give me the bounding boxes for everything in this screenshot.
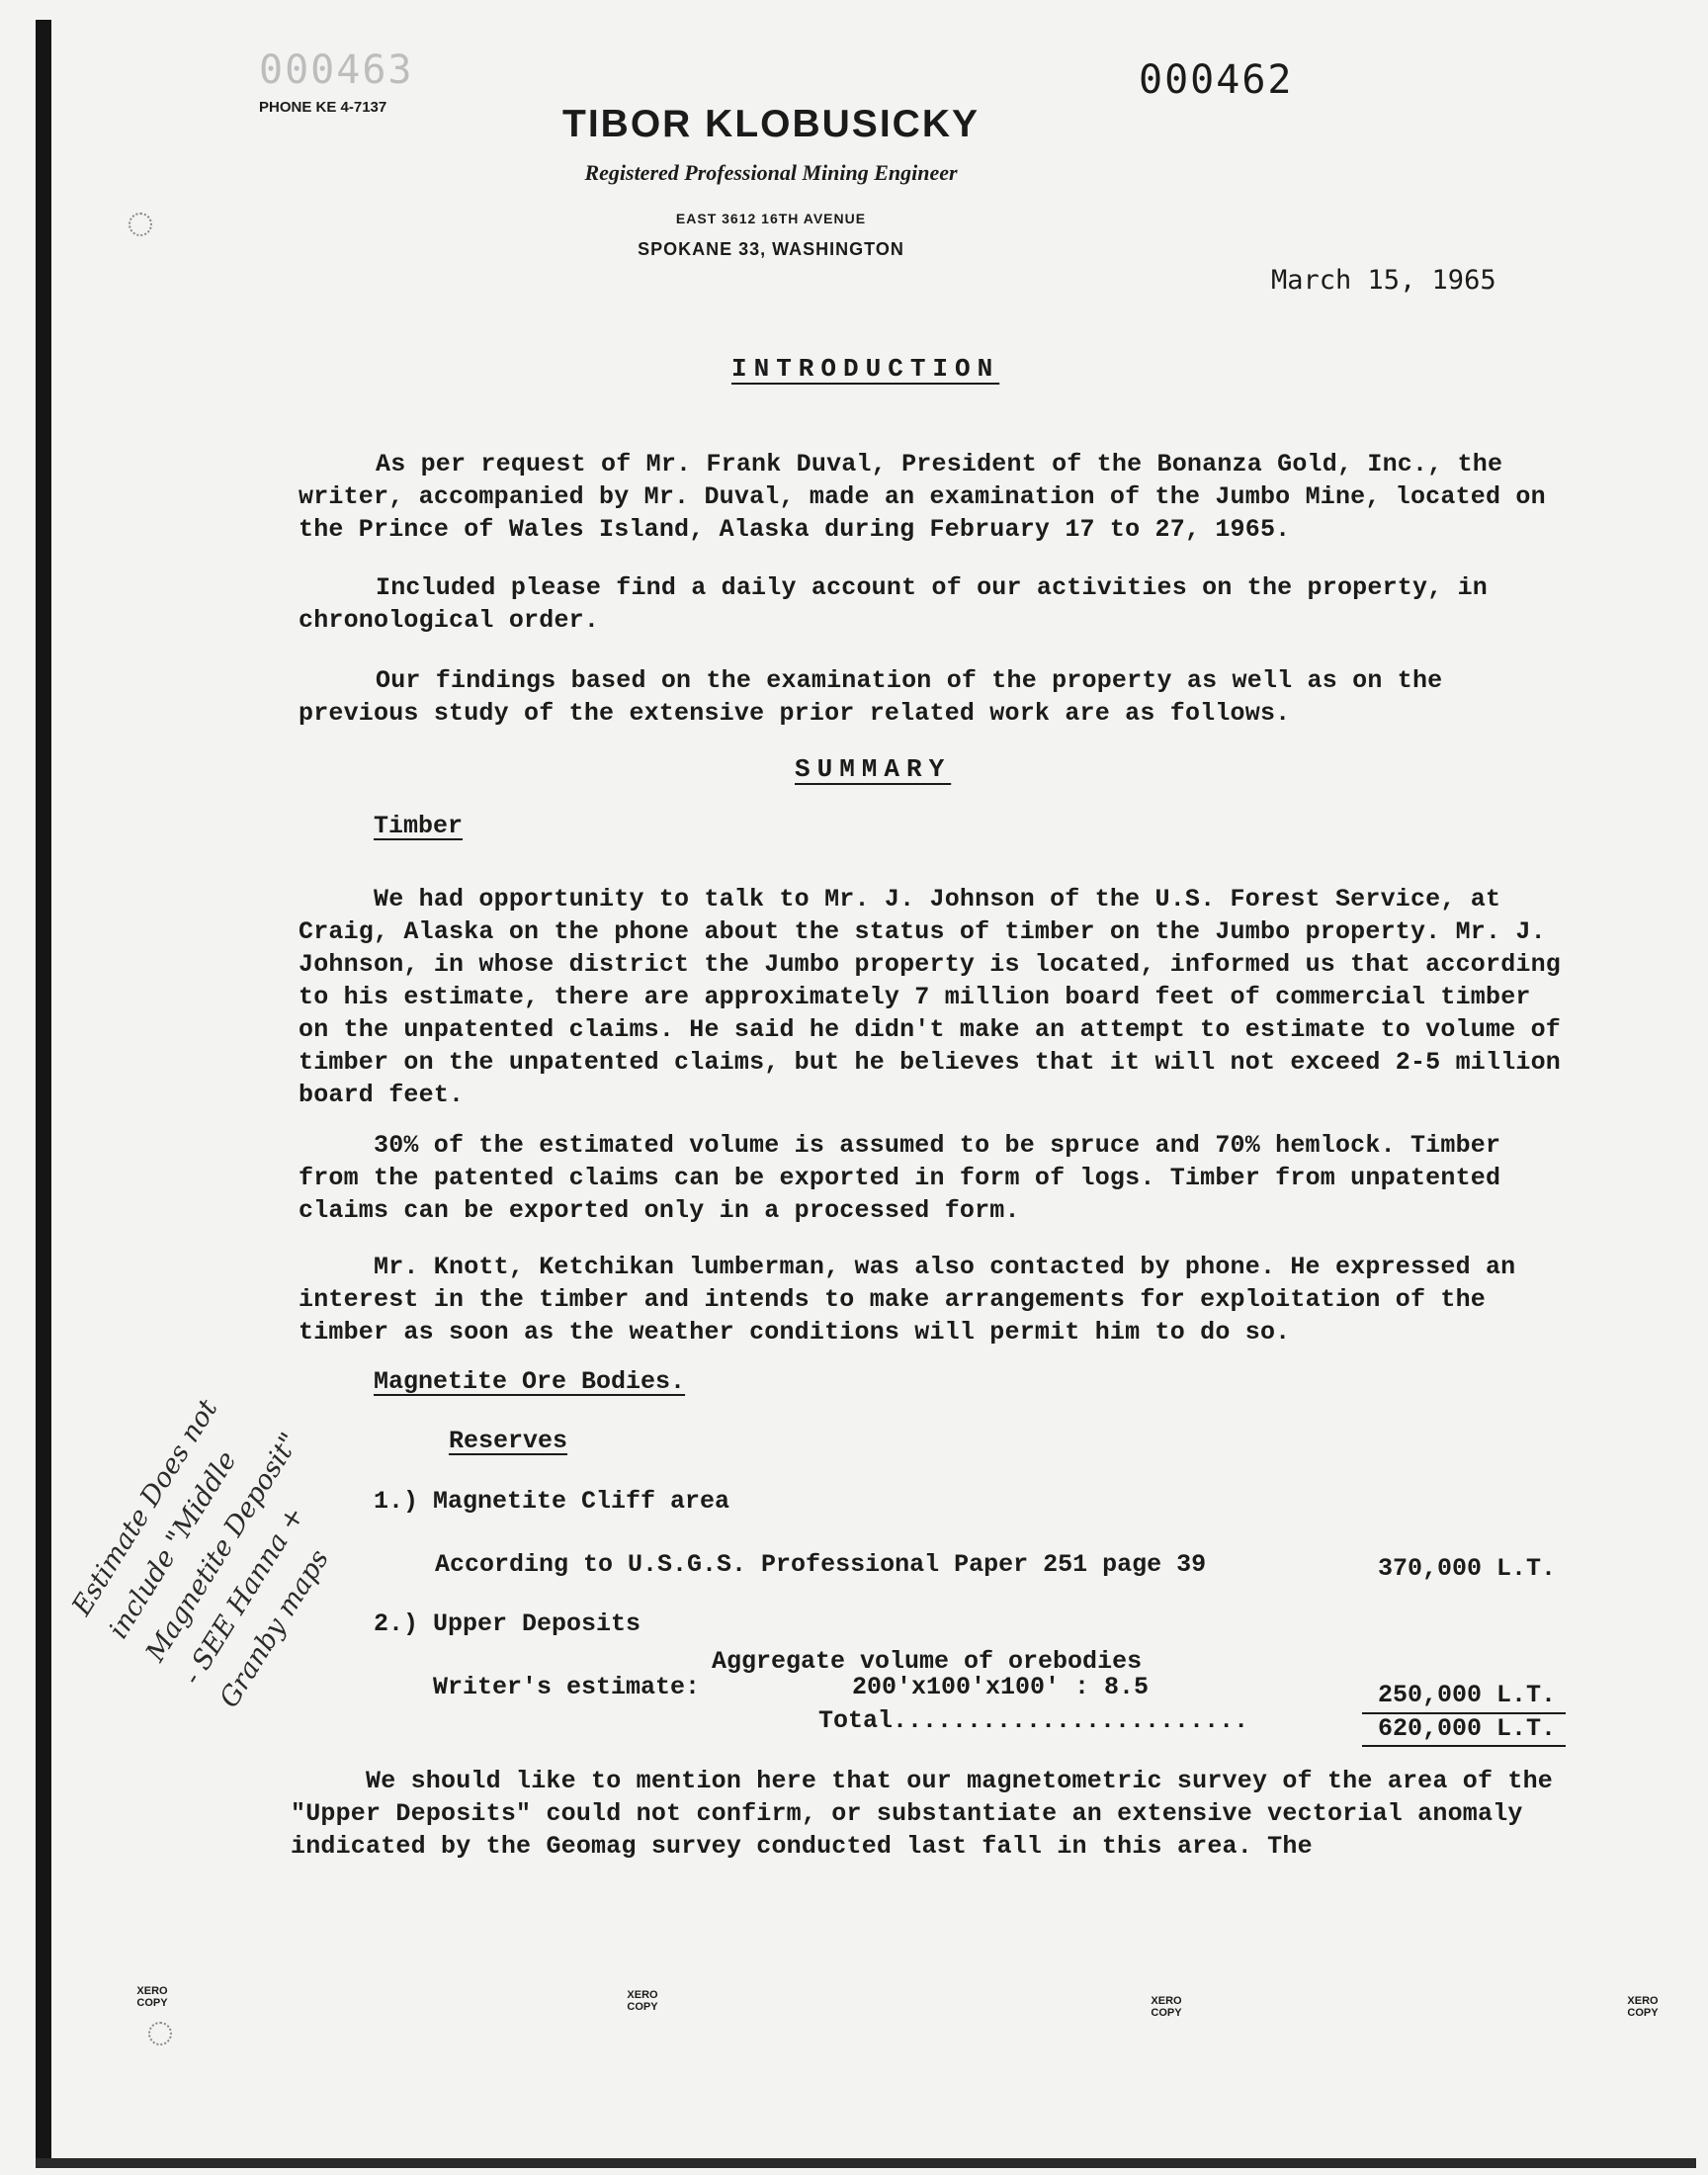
letterhead-address-line1: EAST 3612 16TH AVENUE — [675, 211, 867, 226]
hole-punch-mark — [128, 213, 152, 236]
letterhead-title: Registered Professional Mining Engineer — [584, 160, 958, 185]
intro-paragraph-3: Our findings based on the examination of the property as well as on the previous study of the extensive prior related work are as follows. — [299, 666, 1443, 728]
summary-heading: SUMMARY — [795, 754, 952, 784]
timber-paragraph-2: 30% of the estimated volume is assumed to be spruce and 70% hemlock. Timber from the patented claims can be exported in form of logs. Timber from unpatented claims can be exported only in a processed form. — [299, 1131, 1501, 1225]
introduction-heading: INTRODUCTION — [731, 354, 1000, 384]
faint-doc-number: 000463 — [259, 47, 414, 93]
doc-number: 000462 — [1139, 57, 1294, 103]
xero-copy-stamp: XERO COPY — [627, 1989, 658, 2013]
closing-paragraph: We should like to mention here that our magnetometric survey of the area of the "Upper Deposits" could not confirm, or substantiate an extensive vectorial anomaly indicated by the Geomag survey conducted last fall in this area. The — [291, 1767, 1553, 1861]
handwritten-annotation: Estimate Does not include "Middle Magnetite Deposit" - SEE Hanna + Granby maps — [66, 1394, 336, 1713]
total-label: Total........................ — [818, 1706, 1249, 1735]
aggregate-label: Aggregate volume of orebodies — [712, 1647, 1143, 1676]
total-underline — [1362, 1745, 1566, 1747]
reserves-heading: Reserves — [449, 1427, 568, 1455]
item2-title: 2.) Upper Deposits — [374, 1610, 641, 1638]
scan-left-edge — [36, 20, 51, 2160]
xero-copy-stamp: XERO COPY — [1151, 1995, 1182, 2019]
letterhead-phone: PHONE KE 4-7137 — [259, 99, 387, 116]
timber-paragraph-3: Mr. Knott, Ketchikan lumberman, was also contacted by phone. He expressed an interest in the timber and intends to make arrangements for exploitation of the timber as soon as the weather conditions will permit him to do so. — [299, 1253, 1516, 1347]
writers-estimate-value: 250,000 L.T. — [1378, 1681, 1557, 1709]
timber-heading: Timber — [374, 812, 464, 840]
letterhead-name: TIBOR KLOBUSICKY — [562, 103, 980, 145]
scan-bottom-edge — [36, 2158, 1696, 2168]
item1-text: According to U.S.G.S. Professional Paper 251 page 39 — [435, 1550, 1207, 1579]
writers-estimate-label: Writer's estimate: — [433, 1673, 701, 1701]
writers-estimate-formula: 200'x100'x100' : 8.5 — [852, 1673, 1150, 1701]
intro-paragraph-2: Included please find a daily account of our activities on the property, in chronological order. — [299, 573, 1488, 635]
xero-copy-stamp: XERO COPY — [1627, 1995, 1659, 2019]
hole-punch-mark — [148, 2022, 172, 2045]
timber-paragraph-1: We had opportunity to talk to Mr. J. Johnson of the U.S. Forest Service, at Craig, Alaska on the phone about the status of timber on the Jumbo property. Mr. J. Johnson, in whose district the Jumbo property is located, informed us that according to his estimate, there are approximately 7 million board feet of commercial timber on the unpatented claims. He said he didn't make an attempt to estimate to volume of timber on the unpatented claims, but he believes that it will not exceed 2-5 million board feet. — [299, 885, 1562, 1109]
total-value: 620,000 L.T. — [1378, 1714, 1557, 1743]
letter-date: March 15, 1965 — [1271, 265, 1496, 296]
intro-paragraph-1: As per request of Mr. Frank Duval, President of the Bonanza Gold, Inc., the writer, accompanied by Mr. Duval, made an examination of the Jumbo Mine, located on the Prince of Wales Island, Alaska during February 17 to 27, 1965. — [299, 450, 1546, 544]
letterhead-address-line2: SPOKANE 33, WASHINGTON — [638, 239, 904, 259]
item1-title: 1.) Magnetite Cliff area — [374, 1487, 730, 1516]
item1-value: 370,000 L.T. — [1378, 1554, 1557, 1583]
xero-copy-stamp: XERO COPY — [136, 1985, 168, 2009]
magnetite-heading: Magnetite Ore Bodies. — [374, 1367, 686, 1396]
